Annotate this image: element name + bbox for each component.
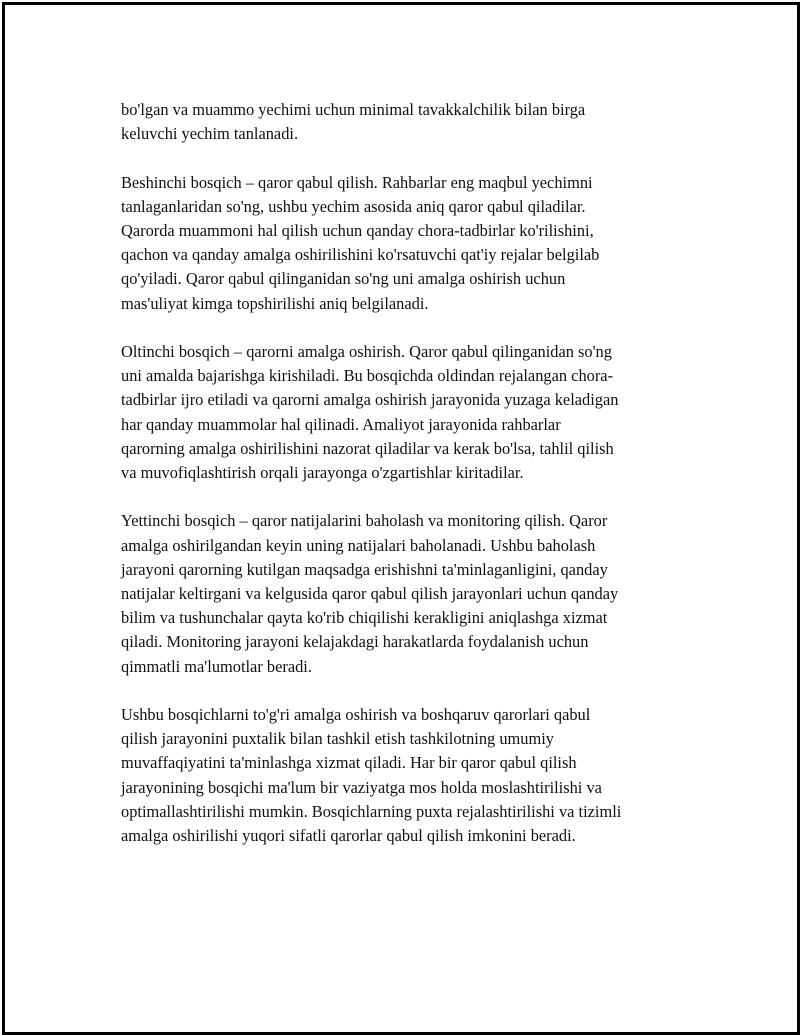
paragraph-continuation: bo'lgan va muammo yechimi uchun minimal tavakkalchilik bilan birga keluvchi yechim tanlanadi. (121, 100, 586, 144)
paragraph-stage-seven: Yettinchi bosqich – qaror natijalarini baholash va monitoring qilish. Qaror amalga oshirilgandan keyin uning natijalari baholanadi. Ushbu baholash jarayoni qarorning kutilgan maqsadga erishishni ta'minlaganligini, qanday natijalar keltirgani va kelgusida qaror qabul qilish jarayonlari uchun qanday bilim va tushunchalar qayta ko'rib chiqilishi kerakligini aniqlashga xizmat qiladi. Monitoring jarayoni kelajakdagi harakatlarda foydalanish uchun qimmatli ma'lumotlar beradi. (121, 511, 619, 676)
paragraph-stage-five: Beshinchi bosqich – qaror qabul qilish. Rahbarlar eng maqbul yechimni tanlaganlaridan so'ng, ushbu yechim asosida aniq qaror qabul qiladilar. Qarorda muammoni hal qilish uchun qanday chora-tadbirlar ko'rilishini, qachon va qanday amalga oshirilishini ko'rsatuvchi qat'iy rejalar belgilab qo'yiladi. Qaror qabul qilinganidan so'ng uni amalga oshirish uchun mas'uliyat kimga topshirilishi aniq belgilanadi. (121, 172, 600, 313)
paragraph-conclusion: Ushbu bosqichlarni to'g'ri amalga oshirish va boshqaruv qarorlari qabul qilish jarayonini puxtalik bilan tashkil etish tashkilotning umumiy muvaffaqiyatini ta'minlashga xizmat qiladi. Har bir qaror qabul qilish jarayonining bosqichi ma'lum bir vaziyatga mos holda moslashtirilishi va optimallashtirilishi mumkin. Bosqichlarning puxta rejalashtirilishi va tizimli amalga oshirilishi yuqori sifatli qarorlar qabul qilish imkonini beradi. (121, 705, 622, 846)
document-body (121, 98, 711, 872)
page-frame (2, 2, 800, 1035)
paragraph-stage-six: Oltinchi bosqich – qarorni amalga oshirish. Qaror qabul qilinganidan so'ng uni amalda bajarishga kirishiladi. Bu bosqichda oldindan rejalangan chora- tadbirlar ijro etiladi va qarorni amalga oshirish jarayonida yuzaga keladigan har qanday muammolar hal qilinadi. Amaliyot jarayonida rahbarlar qarorning amalga oshirilishini nazorat qiladilar va kerak bo'lsa, tahlil qilish va muvofiqlashtirish orqali jarayonga o'zgartishlar kiritadilar. (121, 342, 619, 483)
